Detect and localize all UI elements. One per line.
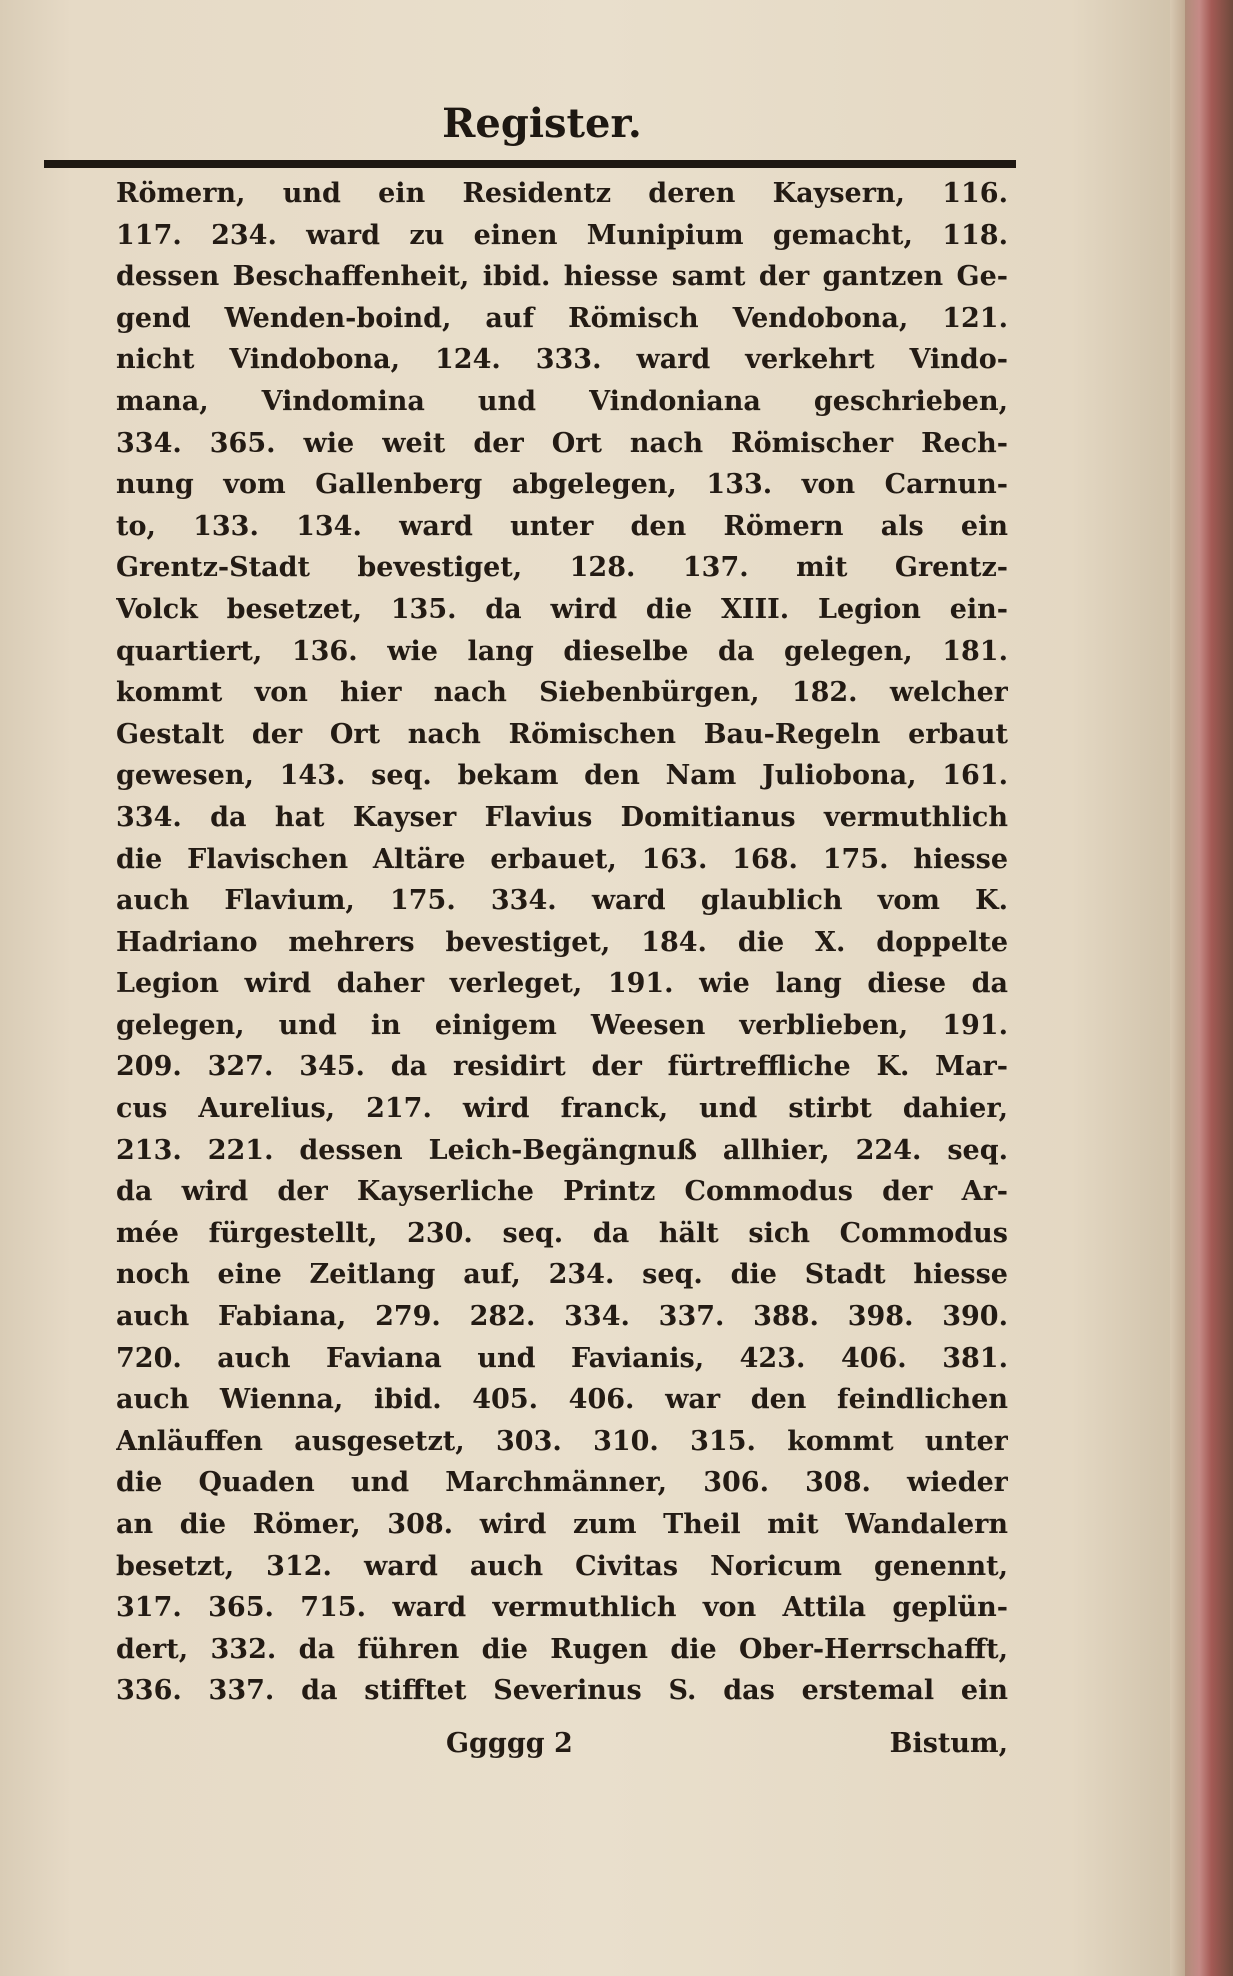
text-line: gend Wenden-boind, auf Römisch Vendobona, 121. xyxy=(116,302,1008,334)
text-line: an die Römer, 308. wird zum Theil mit Wandalern xyxy=(116,1509,1008,1540)
text-line: besetzt, 312. ward auch Civitas Noricum genennt, xyxy=(116,1550,1008,1582)
signature-mark: Ggggg 2 xyxy=(446,1728,573,1759)
text-line: quartiert, 136. wie lang dieselbe da gelegen, 181. xyxy=(116,635,1008,667)
text-line: cus Aurelius, 217. wird franck, und stirbt dahier, xyxy=(116,1093,1008,1125)
text-line: 209. 327. 345. da residirt der fürtreffliche K. Mar- xyxy=(116,1051,1008,1083)
text-line: Anläuffen ausgesetzt, 303. 310. 315. kommt unter xyxy=(116,1425,1008,1457)
text-line: 334. da hat Kayser Flavius Domitianus vermuthlich xyxy=(116,801,1008,833)
text-line: dessen Beschaffenheit, ibid. hiesse samt der gantzen Ge- xyxy=(116,261,1008,293)
text-line: mée fürgestellt, 230. seq. da hält sich Commodus xyxy=(116,1217,1008,1249)
text-line: Legion wird daher verleget, 191. wie lang diese da xyxy=(116,968,1008,1000)
text-line: Römern, und ein Residentz deren Kaysern, 116. xyxy=(116,178,1008,209)
text-line: 213. 221. dessen Leich-Begängnuß allhier, 224. seq. xyxy=(116,1134,1008,1166)
text-line: noch eine Zeitlang auf, 234. seq. die Stadt hiesse xyxy=(116,1259,1008,1291)
text-line: 317. 365. 715. ward vermuthlich von Attila geplün- xyxy=(116,1592,1008,1624)
header-rule xyxy=(44,160,1016,168)
text-line: dert, 332. da führen die Rugen die Ober-Herrschafft, xyxy=(116,1633,1008,1665)
text-line: gelegen, und in einigem Weesen verblieben, 191. xyxy=(116,1009,1008,1041)
text-line: Volck besetzet, 135. da wird die XIII. Legion ein- xyxy=(116,593,1008,625)
text-line: 334. 365. wie weit der Ort nach Römischer Rech- xyxy=(116,427,1008,459)
text-line: to, 133. 134. ward unter den Römern als ein xyxy=(116,510,1008,542)
page-title: Register. xyxy=(442,100,642,147)
catchword: Bistum, xyxy=(889,1728,1008,1759)
text-line: auch Flavium, 175. 334. ward glaublich vom K. xyxy=(116,885,1008,917)
text-line: 117. 234. ward zu einen Munipium gemacht, 118. xyxy=(116,219,1008,251)
text-line: mana, Vindomina und Vindoniana geschrieben, xyxy=(116,385,1008,417)
text-line: nung vom Gallenberg abgelegen, 133. von Carnun- xyxy=(116,469,1008,501)
text-line: nicht Vindobona, 124. 333. ward verkehrt Vindo- xyxy=(116,344,1008,376)
index-text xyxy=(116,173,1008,1712)
text-line: 336. 337. da stifftet Severinus S. das erstemal ein xyxy=(116,1675,1008,1707)
text-line: die Flavischen Altäre erbauet, 163. 168. 175. hiesse xyxy=(116,843,1008,875)
text-line: 720. auch Faviana und Favianis, 423. 406. 381. xyxy=(116,1342,1008,1374)
book-binding-edge xyxy=(1185,0,1233,1976)
text-line: Grentz-Stadt bevestiget, 128. 137. mit Grentz- xyxy=(116,552,1008,584)
text-line: kommt von hier nach Siebenbürgen, 182. welcher xyxy=(116,677,1008,709)
text-line: Gestalt der Ort nach Römischen Bau-Regeln erbaut xyxy=(116,718,1008,750)
page-edge xyxy=(1170,0,1186,1976)
text-line: Hadriano mehrers bevestiget, 184. die X. doppelte xyxy=(116,926,1008,958)
text-line: die Quaden und Marchmänner, 306. 308. wieder xyxy=(116,1467,1008,1499)
text-line: gewesen, 143. seq. bekam den Nam Juliobona, 161. xyxy=(116,760,1008,792)
page-footer xyxy=(116,1728,1008,1770)
text-line: auch Fabiana, 279. 282. 334. 337. 388. 398. 390. xyxy=(116,1301,1008,1333)
text-line: da wird der Kayserliche Printz Commodus der Ar- xyxy=(116,1176,1008,1208)
text-line: auch Wienna, ibid. 405. 406. war den feindlichen xyxy=(116,1384,1008,1416)
